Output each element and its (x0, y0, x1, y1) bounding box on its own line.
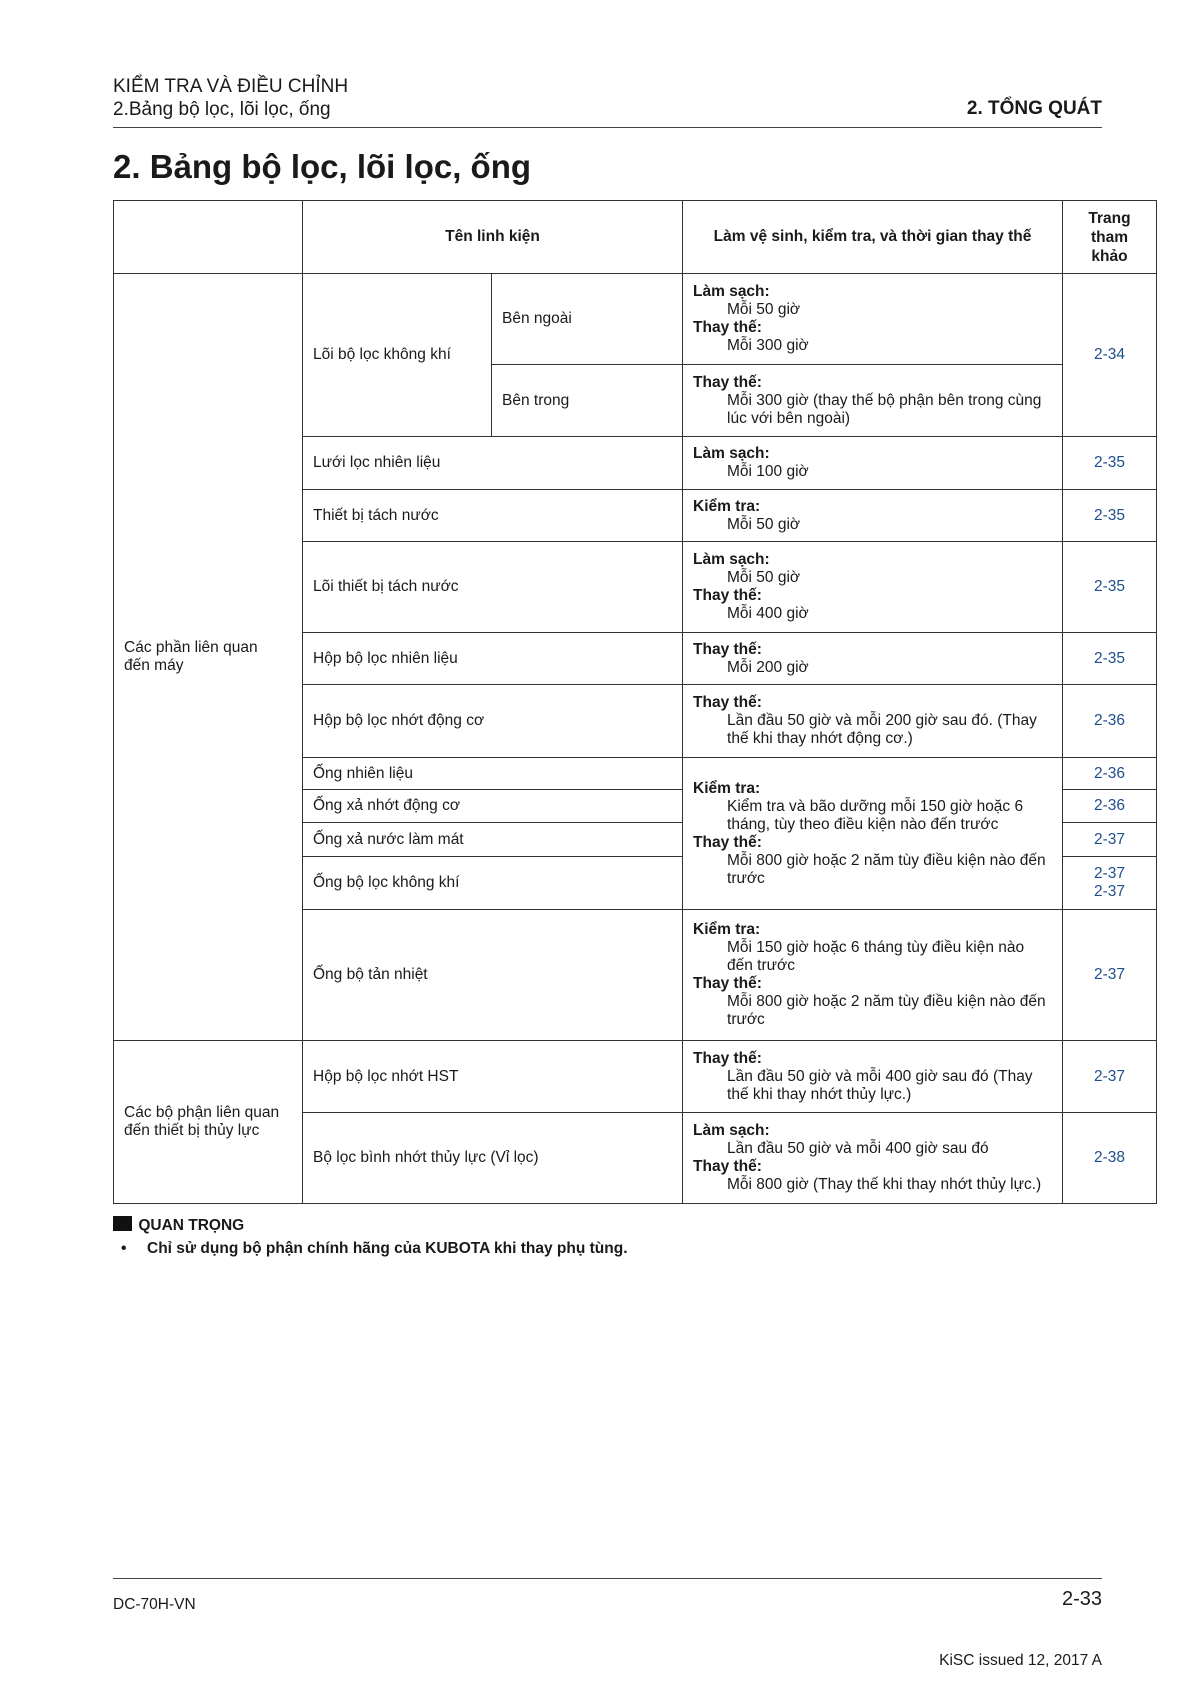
part-air-cleaner-hose: Ống bộ lọc không khí (303, 857, 683, 910)
service-value: Mỗi 100 giờ (727, 463, 809, 480)
service-label: Thay thế: (693, 1158, 762, 1175)
part-hst-filter: Hộp bộ lọc nhớt HST (303, 1041, 683, 1113)
bullet-icon: • (121, 1240, 127, 1257)
service-label: Thay thế: (693, 319, 762, 336)
header-section: KIỂM TRA VÀ ĐIỀU CHỈNH (113, 76, 349, 97)
service-value: Mỗi 300 giờ (thay thế bộ phận bên trong cùng lúc với bên ngoài) (727, 391, 1042, 427)
service-label: Kiểm tra: (693, 497, 761, 515)
service-value: Mỗi 200 giờ (727, 658, 809, 676)
important-heading (113, 1216, 244, 1235)
ref-water-separator: 2-35 (1063, 490, 1157, 542)
header-chapter: 2. TỔNG QUÁT (966, 98, 1102, 119)
service-value: Mỗi 50 giờ (727, 569, 801, 586)
part-fuel-line: Ống nhiên liệu (303, 758, 683, 790)
part-water-separator-element: Lõi thiết bị tách nước (303, 542, 683, 633)
important-note (121, 1240, 628, 1258)
ref-value: 2-37 (1094, 883, 1126, 900)
ref-hydraulic-tank-filter: 2-38 (1063, 1113, 1157, 1204)
ref-oil-filter: 2-36 (1063, 685, 1157, 758)
service-value: Mỗi 150 giờ hoặc 6 tháng tùy điều kiện nào đến trước (727, 939, 1025, 974)
service-value: Mỗi 50 giờ (727, 515, 801, 533)
service-value: Lần đầu 50 giờ và mỗi 200 giờ sau đó. (Thay thế khi thay nhớt động cơ.) (727, 712, 1037, 747)
table-header-row (114, 201, 1157, 274)
service-value: Mỗi 50 giờ (727, 301, 801, 318)
header-ref: Trang tham khảo (1063, 201, 1157, 274)
service-oil-filter (683, 685, 1063, 758)
important-label: QUAN TRỌNG (138, 1217, 245, 1234)
header-rule (113, 127, 1102, 128)
table-row (114, 274, 1157, 365)
footer-rule (113, 1578, 1102, 1579)
service-value: Mỗi 800 giờ (Thay thế khi thay nhớt thủy lực.) (727, 1176, 1042, 1193)
part-hydraulic-tank-filter: Bộ lọc bình nhớt thủy lực (Vỉ lọc) (303, 1113, 683, 1204)
service-label: Thay thế: (693, 975, 762, 992)
part-radiator-hose: Ống bộ tản nhiệt (303, 910, 683, 1041)
service-hydraulic-tank-filter (683, 1113, 1063, 1204)
part-oil-drain-hose: Ống xả nhớt động cơ (303, 790, 683, 823)
ref-air-cleaner-hose (1063, 857, 1157, 910)
service-label: Thay thế: (693, 833, 762, 851)
service-label: Làm sạch: (693, 1122, 770, 1139)
ref-fuel-line: 2-36 (1063, 758, 1157, 790)
service-water-separator (683, 490, 1063, 542)
service-value: Mỗi 400 giờ (727, 605, 809, 622)
service-value: Lần đầu 50 giờ và mỗi 400 giờ sau đó (Thay thế khi thay nhớt thủy lực.) (727, 1067, 1033, 1103)
service-radiator-hose (683, 910, 1063, 1041)
service-label: Thay thế: (693, 373, 762, 391)
service-water-separator-element (683, 542, 1063, 633)
service-fuel-filter (683, 633, 1063, 685)
service-label: Thay thế: (693, 694, 762, 711)
part-oil-filter: Hộp bộ lọc nhớt động cơ (303, 685, 683, 758)
service-value: Lần đầu 50 giờ và mỗi 400 giờ sau đó (727, 1140, 989, 1157)
service-value: Mỗi 300 giờ (727, 337, 809, 354)
ref-value: 2-37 (1094, 865, 1126, 882)
part-air-filter: Lõi bộ lọc không khí (303, 274, 492, 437)
service-label: Làm sạch: (693, 283, 770, 300)
service-label: Làm sạch: (693, 551, 770, 568)
service-fuel-strainer (683, 437, 1063, 490)
important-icon (113, 1216, 132, 1231)
ref-water-separator-element: 2-35 (1063, 542, 1157, 633)
service-label: Thay thế: (693, 640, 762, 658)
group-hydraulic: Các bộ phận liên quan đến thiết bị thủy lực (114, 1041, 303, 1204)
ref-oil-drain-hose: 2-36 (1063, 790, 1157, 823)
ref-hst-filter: 2-37 (1063, 1041, 1157, 1113)
service-label: Làm sạch: (693, 445, 770, 462)
service-label: Thay thế: (693, 587, 762, 604)
ref-coolant-drain-hose: 2-37 (1063, 823, 1157, 857)
part-fuel-filter: Hộp bộ lọc nhiên liệu (303, 633, 683, 685)
table-row (114, 1041, 1157, 1113)
part-fuel-strainer: Lưới lọc nhiên liệu (303, 437, 683, 490)
service-value: Mỗi 800 giờ hoặc 2 năm tùy điều kiện nào đến trước (727, 993, 1046, 1028)
filter-table (113, 200, 1157, 1204)
service-air-filter-outer (683, 274, 1063, 365)
service-hst-filter (683, 1041, 1063, 1113)
service-value: Kiểm tra và bão dưỡng mỗi 150 giờ hoặc 6 tháng, tùy theo điều kiện nào đến trước (727, 797, 1024, 833)
group-engine: Các phần liên quan đến máy (114, 274, 303, 1041)
ref-fuel-filter: 2-35 (1063, 633, 1157, 685)
part-air-filter-outer: Bên ngoài (492, 274, 683, 365)
page-title: 2. Bảng bộ lọc, lõi lọc, ống (113, 148, 532, 185)
ref-fuel-strainer: 2-35 (1063, 437, 1157, 490)
footer-doc-code: DC-70H-VN (113, 1596, 196, 1613)
footer-issued: KiSC issued 12, 2017 A (939, 1652, 1102, 1669)
header-group-cell (114, 201, 303, 274)
service-label: Thay thế: (693, 1049, 762, 1067)
header-service: Làm vệ sinh, kiểm tra, và thời gian thay thế (683, 201, 1063, 274)
service-value: Mỗi 800 giờ hoặc 2 năm tùy điều kiện nào đến trước (727, 851, 1046, 887)
service-hoses (683, 758, 1063, 910)
service-label: Kiểm tra: (693, 779, 761, 797)
ref-air-filter: 2-34 (1063, 274, 1157, 437)
part-air-filter-inner: Bên trong (492, 365, 683, 437)
service-air-filter-inner (683, 365, 1063, 437)
footer-page-number: 2-33 (1061, 1588, 1102, 1610)
header-subsection: 2.Bảng bộ lọc, lõi lọc, ống (113, 99, 331, 120)
part-water-separator: Thiết bị tách nước (303, 490, 683, 542)
service-label: Kiểm tra: (693, 921, 761, 938)
part-coolant-drain-hose: Ống xả nước làm mát (303, 823, 683, 857)
header-part-name: Tên linh kiện (303, 201, 683, 274)
ref-radiator-hose: 2-37 (1063, 910, 1157, 1041)
important-text: Chỉ sử dụng bộ phận chính hãng của KUBOTA khi thay phụ tùng. (147, 1240, 628, 1257)
